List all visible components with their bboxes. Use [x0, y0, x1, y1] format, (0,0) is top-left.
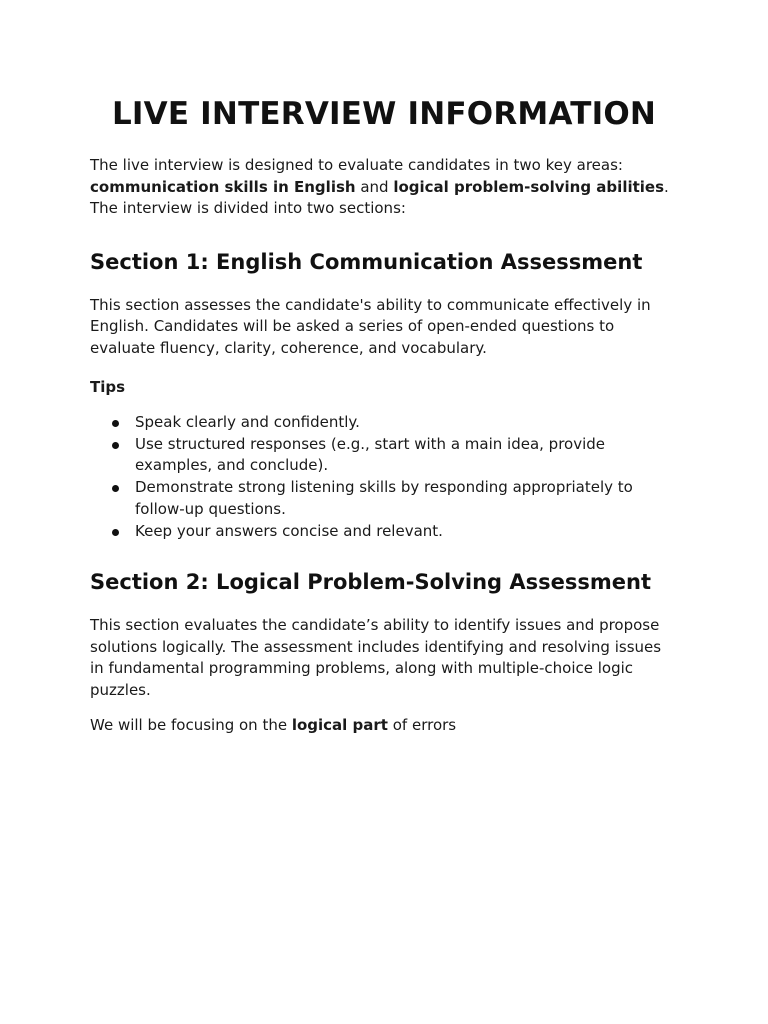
closing-emphasis: logical part: [291, 716, 388, 735]
list-item: [90, 412, 678, 434]
section-2-body: This section evaluates the candidate’s ability to identify issues and propose solutions logically. The assessment includes identifying and resolving issues in fundamental programming problems, along with multiple-choice logic puzzles.: [90, 616, 662, 699]
page-title: LIVE INTERVIEW INFORMATION: [111, 96, 657, 132]
list-item: [90, 434, 678, 477]
tip-text: Demonstrate strong listening skills by responding appropriately to follow-up questions.: [135, 478, 633, 518]
closing-text: We will be focusing on the: [90, 716, 292, 735]
list-item: [90, 521, 678, 543]
bullet-icon: [112, 442, 119, 449]
closing-text: of errors: [387, 716, 457, 735]
section-1-body: This section assesses the candidate's ability to communicate effectively in English. Candidates will be asked a series of open-ended questions to evaluate fluency, clarity, coherence, and vocabulary.: [90, 295, 651, 357]
intro-emphasis-logic: logical problem-solving abilities: [393, 177, 665, 196]
tip-text: Speak clearly and confidently.: [135, 413, 360, 431]
bullet-icon: [112, 529, 119, 536]
bullet-icon: [112, 420, 119, 427]
tips-list: [90, 412, 678, 542]
tip-text: Keep your answers concise and relevant.: [135, 521, 443, 540]
intro-text: . The interview is divided into two sections:: [90, 177, 669, 217]
section-1-heading: Section 1: English Communication Assessment: [90, 249, 643, 274]
bullet-icon: [112, 485, 119, 492]
intro-text: and: [355, 177, 394, 196]
intro-paragraph: [90, 155, 678, 220]
tip-text: Use structured responses (e.g., start with a main idea, provide examples, and conclude).: [135, 434, 606, 475]
list-item: [90, 477, 678, 520]
tips-heading: Tips: [90, 378, 126, 396]
intro-text: The live interview is designed to evaluate candidates in two key areas:: [90, 156, 623, 174]
section-2-heading: Section 2: Logical Problem-Solving Assessment: [90, 570, 652, 595]
closing-paragraph: [90, 715, 678, 737]
intro-emphasis-communication: communication skills in English: [90, 177, 356, 196]
